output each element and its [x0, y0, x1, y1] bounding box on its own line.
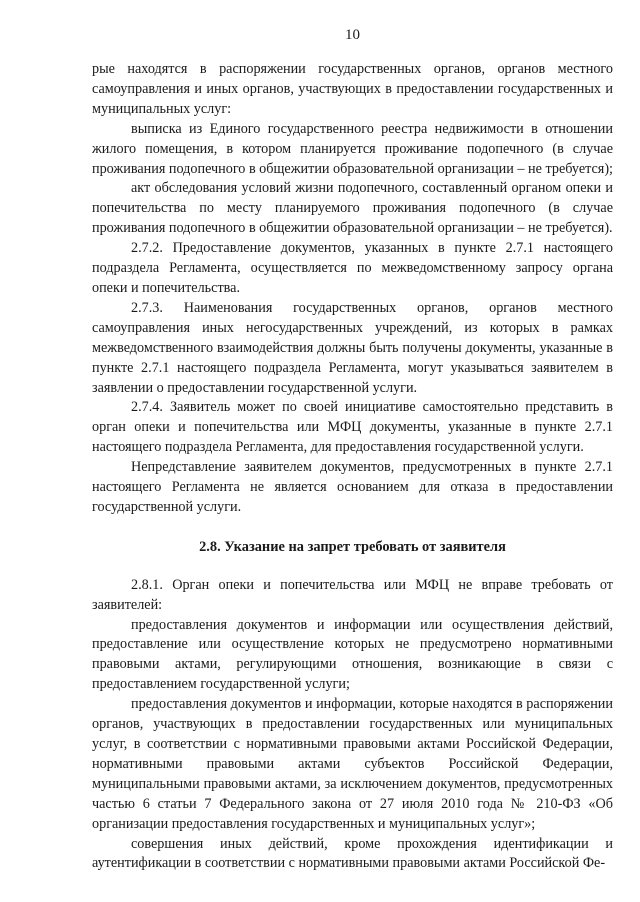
- paragraph: 2.7.4. Заявитель может по своей инициативе самостоятельно представить в орган опеки и попечительства или МФЦ документы, указанные в пункте 2.7.1 настоящего подраздела Регламента, для предоставления государственной услуги.: [92, 399, 613, 456]
- page-number: 10: [345, 27, 360, 43]
- paragraph: 2.7.2. Предоставление документов, указанных в пункте 2.7.1 настоящего подраздела Регламента, осуществляется по межведомственному запросу органа опеки и попечительства.: [92, 240, 613, 296]
- document-body: [92, 60, 613, 874]
- paragraph: рые находятся в распоряжении государственных органов, органов местного самоуправления и иных органов, участвующих в предоставлении государственных и муниципальных услуг:: [92, 61, 613, 117]
- section-heading: 2.8. Указание на запрет требовать от заявителя: [199, 538, 506, 555]
- paragraph: Непредставление заявителем документов, предусмотренных в пункте 2.7.1 настоящего Регламента не является основанием для отказа в предоставлении государственной услуги.: [92, 459, 613, 515]
- paragraph: предоставления документов и информации или осуществления действий, предоставление или осуществление которых не предусмотрено нормативными правовыми актами, регулирующими отношения, возникающие в связи с предоставлением государственной услуги;: [92, 616, 613, 693]
- paragraph: акт обследования условий жизни подопечного, составленный органом опеки и попечительства по месту планируемого проживания подопечного (в случае проживания подопечного в общежитии образовательной организации – не требуется).: [92, 180, 613, 237]
- paragraph: 2.7.3. Наименования государственных органов, органов местного самоуправления иных негосударственных учреждений, из которых в рамках межведомственного взаимодействия должны быть получены документы, указанные в пункте 2.7.1 настоящего подраздела Регламента, могут указываться заявителем в заявлении о предоставлении государственной услуги.: [92, 299, 613, 396]
- document-page: [92, 0, 613, 902]
- paragraph: выписка из Единого государственного реестра недвижимости в отношении жилого помещения, в котором планируется проживание подопечного (в случае проживания подопечного в общежитии образовательной организации – не требуется);: [92, 120, 613, 177]
- paragraph: 2.8.1. Орган опеки и попечительства или МФЦ не вправе требовать от заявителей:: [92, 576, 613, 613]
- paragraph: совершения иных действий, кроме прохождения идентификации и аутентификации в соответствии с нормативными правовыми актами Российской Фе-: [92, 835, 613, 872]
- paragraph: предоставления документов и информации, которые находятся в распоряжении органов, участвующих в предоставлении государственных или муниципальных услуг, в соответствии с нормативными правовыми актами Российской Федерации, нормативными правовыми актами субъектов Российской Федерации, муниципальными правовыми актами, за исключением документов, предусмотренных частью 6 статьи 7 Федерального закона от 27 июля 2010 года № 210-ФЗ «Об организации предоставления государственных и муниципальных услуг»;: [92, 696, 613, 832]
